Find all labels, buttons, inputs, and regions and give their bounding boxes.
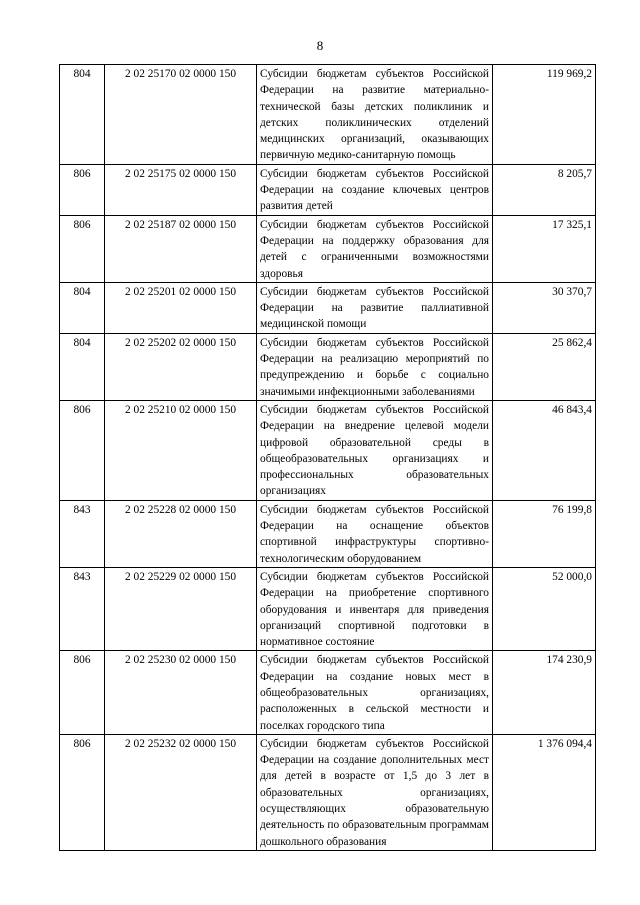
amount-cell: 1 376 094,4 xyxy=(493,734,596,850)
budget-classification-code-cell: 2 02 25229 02 0000 150 xyxy=(105,567,257,650)
revenue-name-cell: Субсидии бюджетам субъектов Российской Федерации на развитие материально-технической базы детских поликлиник и детских поликлинических отделений медицинских организаций, оказывающих первичную медико-санитарную помощь xyxy=(257,65,493,165)
amount-cell: 30 370,7 xyxy=(493,282,596,333)
page-number: 8 xyxy=(316,38,324,53)
budget-classification-code-cell: 2 02 25170 02 0000 150 xyxy=(105,65,257,165)
budget-classification-code-cell: 2 02 25232 02 0000 150 xyxy=(105,734,257,850)
amount-cell: 52 000,0 xyxy=(493,567,596,650)
budget-classification-code-cell: 2 02 25202 02 0000 150 xyxy=(105,333,257,400)
table-row xyxy=(60,65,596,165)
budget-classification-code-cell: 2 02 25175 02 0000 150 xyxy=(105,164,257,215)
budget-classification-code-cell: 2 02 25230 02 0000 150 xyxy=(105,651,257,734)
admin-code-cell: 804 xyxy=(60,282,105,333)
revenue-name-cell: Субсидии бюджетам субъектов Российской Федерации на развитие паллиативной медицинской помощи xyxy=(257,282,493,333)
table-row xyxy=(60,215,596,282)
revenue-name-cell: Субсидии бюджетам субъектов Российской Федерации на поддержку образования для детей с ограниченными возможностями здоровья xyxy=(257,215,493,282)
revenue-name-cell: Субсидии бюджетам субъектов Российской Федерации на реализацию мероприятий по предупреждению и борьбе с социально значимыми инфекционными заболеваниями xyxy=(257,333,493,400)
revenue-name-cell: Субсидии бюджетам субъектов Российской Федерации на внедрение целевой модели цифровой образовательной среды в общеобразовательных организациях и профессиональных образовательных организациях xyxy=(257,400,493,500)
admin-code-cell: 806 xyxy=(60,215,105,282)
revenue-name-cell: Субсидии бюджетам субъектов Российской Федерации на приобретение спортивного оборудования и инвентаря для приведения организаций спортивной подготовки в нормативное состояние xyxy=(257,567,493,650)
admin-code-cell: 806 xyxy=(60,164,105,215)
budget-revenue-table xyxy=(59,64,596,851)
revenue-name-cell: Субсидии бюджетам субъектов Российской Федерации на создание новых мест в общеобразовательных организациях, расположенных в сельской местности и поселках городского типа xyxy=(257,651,493,734)
table-row xyxy=(60,282,596,333)
budget-classification-code-cell: 2 02 25201 02 0000 150 xyxy=(105,282,257,333)
admin-code-cell: 806 xyxy=(60,734,105,850)
table-row xyxy=(60,734,596,850)
budget-classification-code-cell: 2 02 25228 02 0000 150 xyxy=(105,500,257,567)
table-row xyxy=(60,651,596,734)
table-row xyxy=(60,400,596,500)
amount-cell: 25 862,4 xyxy=(493,333,596,400)
amount-cell: 8 205,7 xyxy=(493,164,596,215)
table-row xyxy=(60,567,596,650)
admin-code-cell: 843 xyxy=(60,567,105,650)
amount-cell: 17 325,1 xyxy=(493,215,596,282)
budget-classification-code-cell: 2 02 25187 02 0000 150 xyxy=(105,215,257,282)
admin-code-cell: 804 xyxy=(60,333,105,400)
amount-cell: 119 969,2 xyxy=(493,65,596,165)
amount-cell: 76 199,8 xyxy=(493,500,596,567)
revenue-name-cell: Субсидии бюджетам субъектов Российской Федерации на создание дополнительных мест для детей в возрасте от 1,5 до 3 лет в образовательных организациях, осуществляющих образовательную деятельность по образовательным программам дошкольного образования xyxy=(257,734,493,850)
table-row xyxy=(60,333,596,400)
amount-cell: 174 230,9 xyxy=(493,651,596,734)
admin-code-cell: 804 xyxy=(60,65,105,165)
admin-code-cell: 806 xyxy=(60,400,105,500)
admin-code-cell: 843 xyxy=(60,500,105,567)
budget-classification-code-cell: 2 02 25210 02 0000 150 xyxy=(105,400,257,500)
table-row xyxy=(60,164,596,215)
table-row xyxy=(60,500,596,567)
revenue-name-cell: Субсидии бюджетам субъектов Российской Федерации на оснащение объектов спортивной инфраструктуры спортивно-технологическим оборудованием xyxy=(257,500,493,567)
revenue-name-cell: Субсидии бюджетам субъектов Российской Федерации на создание ключевых центров развития детей xyxy=(257,164,493,215)
amount-cell: 46 843,4 xyxy=(493,400,596,500)
admin-code-cell: 806 xyxy=(60,651,105,734)
